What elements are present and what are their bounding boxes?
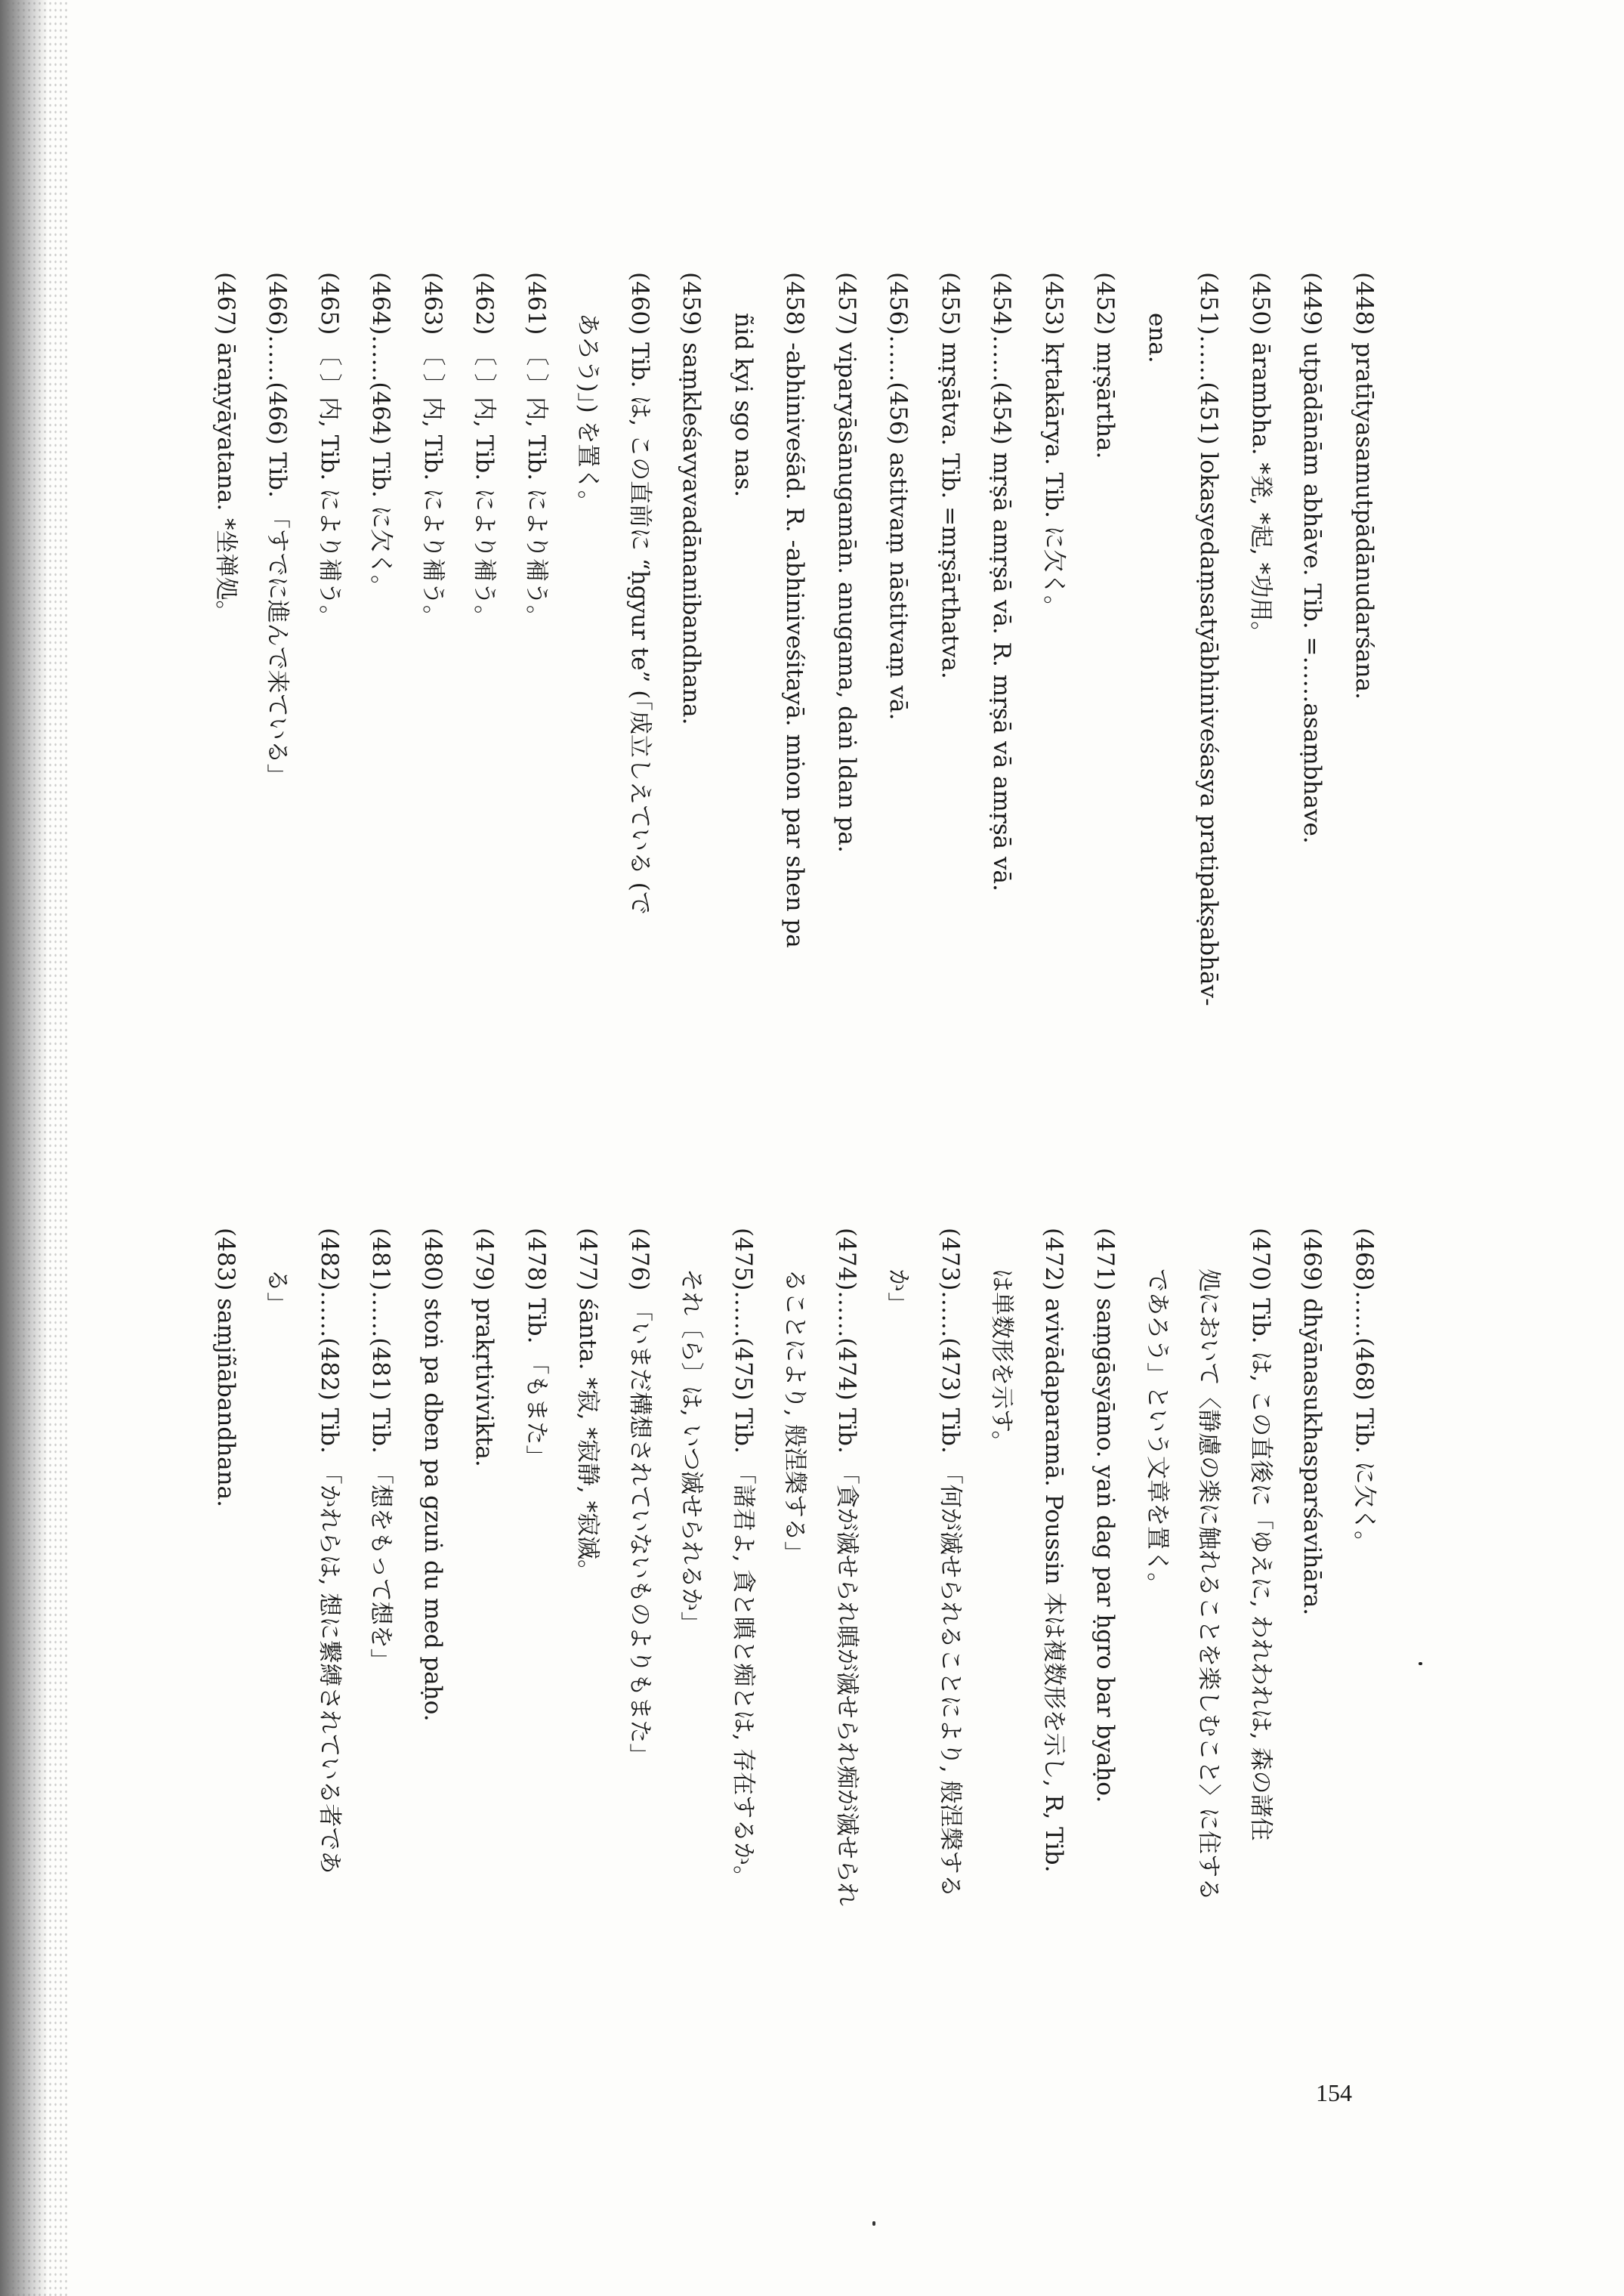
footnote-continuation: 処において〈静慮の楽に触れることを楽しむこと〉に住する	[1195, 1269, 1223, 1901]
footnote-continuation: あろう)」) を置く。	[574, 313, 602, 514]
footnote-continuation: は単数形を示す。	[988, 1269, 1016, 1454]
footnote-line: (455) mṛṣātva. Tib. =mṛṣārthatva.	[937, 272, 964, 679]
footnote-continuation: ることにより, 般涅槃する」	[781, 1269, 809, 1565]
footnote-line: (477) śānta. *寂, *寂静, *寂滅。	[574, 1228, 602, 1584]
footnote-continuation: ñid kyi sgo nas.	[730, 313, 757, 498]
footnote-line: (482)……(482) Tib. 「かれらは, 想に繋縛されている者であ	[316, 1228, 343, 1874]
footnote-line: (471) saṃgāsyāmo. yaṅ dag par ḥgro bar byaḥo.	[1091, 1228, 1119, 1803]
footnote-line: (478) Tib. 「もまた」	[523, 1228, 550, 1469]
footnote-line: (467) āraṇyāyatana. *坐禅処。	[212, 272, 239, 624]
footnote-line: (474)……(474) Tib. 「貪が滅せられ瞋が滅せられ痴が滅せられ	[833, 1228, 860, 1906]
footnotes-right-column	[200, 1228, 1391, 2180]
footnote-line: (452) mṛṣārtha.	[1091, 272, 1119, 459]
page-number: 154	[1316, 2079, 1352, 2106]
footnote-continuation: ena.	[1144, 313, 1171, 363]
footnote-line: (462) 〔 〕内, Tib. により補う。	[471, 272, 499, 629]
footnote-line: (449) utpādānām abhāve. Tib. =……asaṃbhave.	[1298, 272, 1326, 844]
footnotes-left-column	[200, 272, 1391, 1224]
footnote-line: (460) Tib. は, この直前に “ḥgyur te” (「成立しえている (で	[626, 272, 653, 915]
footnote-line: (476) 「いまだ構想されていないものよりもまた」	[626, 1228, 653, 1767]
footnote-line: (458) -abhiniveśād. R. -abhiniveśitayā. mṅon par shen pa	[781, 272, 809, 948]
footnote-line: (465) 〔 〕内, Tib. により補う。	[316, 272, 343, 629]
footnote-line: (480) stoṅ pa dben pa gzuṅ du med paḥo.	[419, 1228, 446, 1722]
footnote-line: (457) viparyāsānugamān. anugama, daṅ ldan pa.	[833, 272, 860, 853]
footnote-line: (459) saṃkleśavyavadānanibandhana.	[678, 272, 705, 725]
footnote-line: (454)……(454) mṛṣā amṛṣā vā. R. mṛṣā vā amṛṣā vā.	[988, 272, 1016, 892]
footnote-line: (466)……(466) Tib. 「すでに進んで来ている」	[264, 272, 292, 787]
footnote-line: (483) saṃjñābandhana.	[212, 1228, 239, 1507]
footnote-line: (469) dhyānasukhasparśavihāra.	[1298, 1228, 1326, 1616]
footnote-line: (475)……(475) Tib. 「諸君よ, 貪と瞋と痴とは, 存在するか。	[730, 1228, 757, 1890]
footnote-line: (468)……(468) Tib. に欠く。	[1351, 1228, 1378, 1555]
footnote-line: (479) prakṛtivivikta.	[471, 1228, 499, 1467]
footnote-line: (481)……(481) Tib. 「想をもって想を」	[367, 1228, 395, 1672]
footnote-line: (463) 〔 〕内, Tib. により補う。	[419, 272, 446, 629]
footnote-continuation: か」	[885, 1269, 912, 1315]
footnote-line: (461) 〔 〕内, Tib. により補う。	[523, 272, 550, 629]
footnote-line: (451)……(451) lokasyedaṃsatyābhiniveśasya pratipakṣabhāv-	[1195, 272, 1223, 1006]
footnote-continuation: る」	[264, 1269, 292, 1315]
rotated-page-content	[181, 212, 1390, 2206]
footnote-line: (450) ārambha. *発, *起, *功用。	[1247, 272, 1274, 645]
footnote-continuation: であろう」という文章を置く。	[1144, 1269, 1171, 1596]
footnote-line: (464)……(464) Tib. に欠く。	[367, 272, 395, 599]
stray-mark	[872, 2221, 875, 2226]
footnote-line: (473)……(473) Tib. 「何が滅せられることにより, 般涅槃する	[937, 1228, 964, 1898]
footnote-line: (456)……(456) astitvaṃ nāstitvaṃ vā.	[885, 272, 912, 721]
footnote-line: (470) Tib. は, この直後に「ゆえに, われわれは, 森の諸住	[1247, 1228, 1274, 1841]
footnote-continuation: それ〔ら〕は, いつ滅せられるか」	[678, 1269, 705, 1635]
stray-mark	[1419, 1662, 1422, 1665]
footnote-line: (453) kṛtakārya. Tib. に欠く。	[1040, 272, 1067, 620]
footnote-line: (448) pratītyasamutpādānudarśana.	[1351, 272, 1378, 700]
binding-speckle	[0, 0, 68, 2296]
footnote-line: (472) avivādaparamā. Poussin 本は複数形を示し, R, Tib.	[1040, 1228, 1067, 1873]
